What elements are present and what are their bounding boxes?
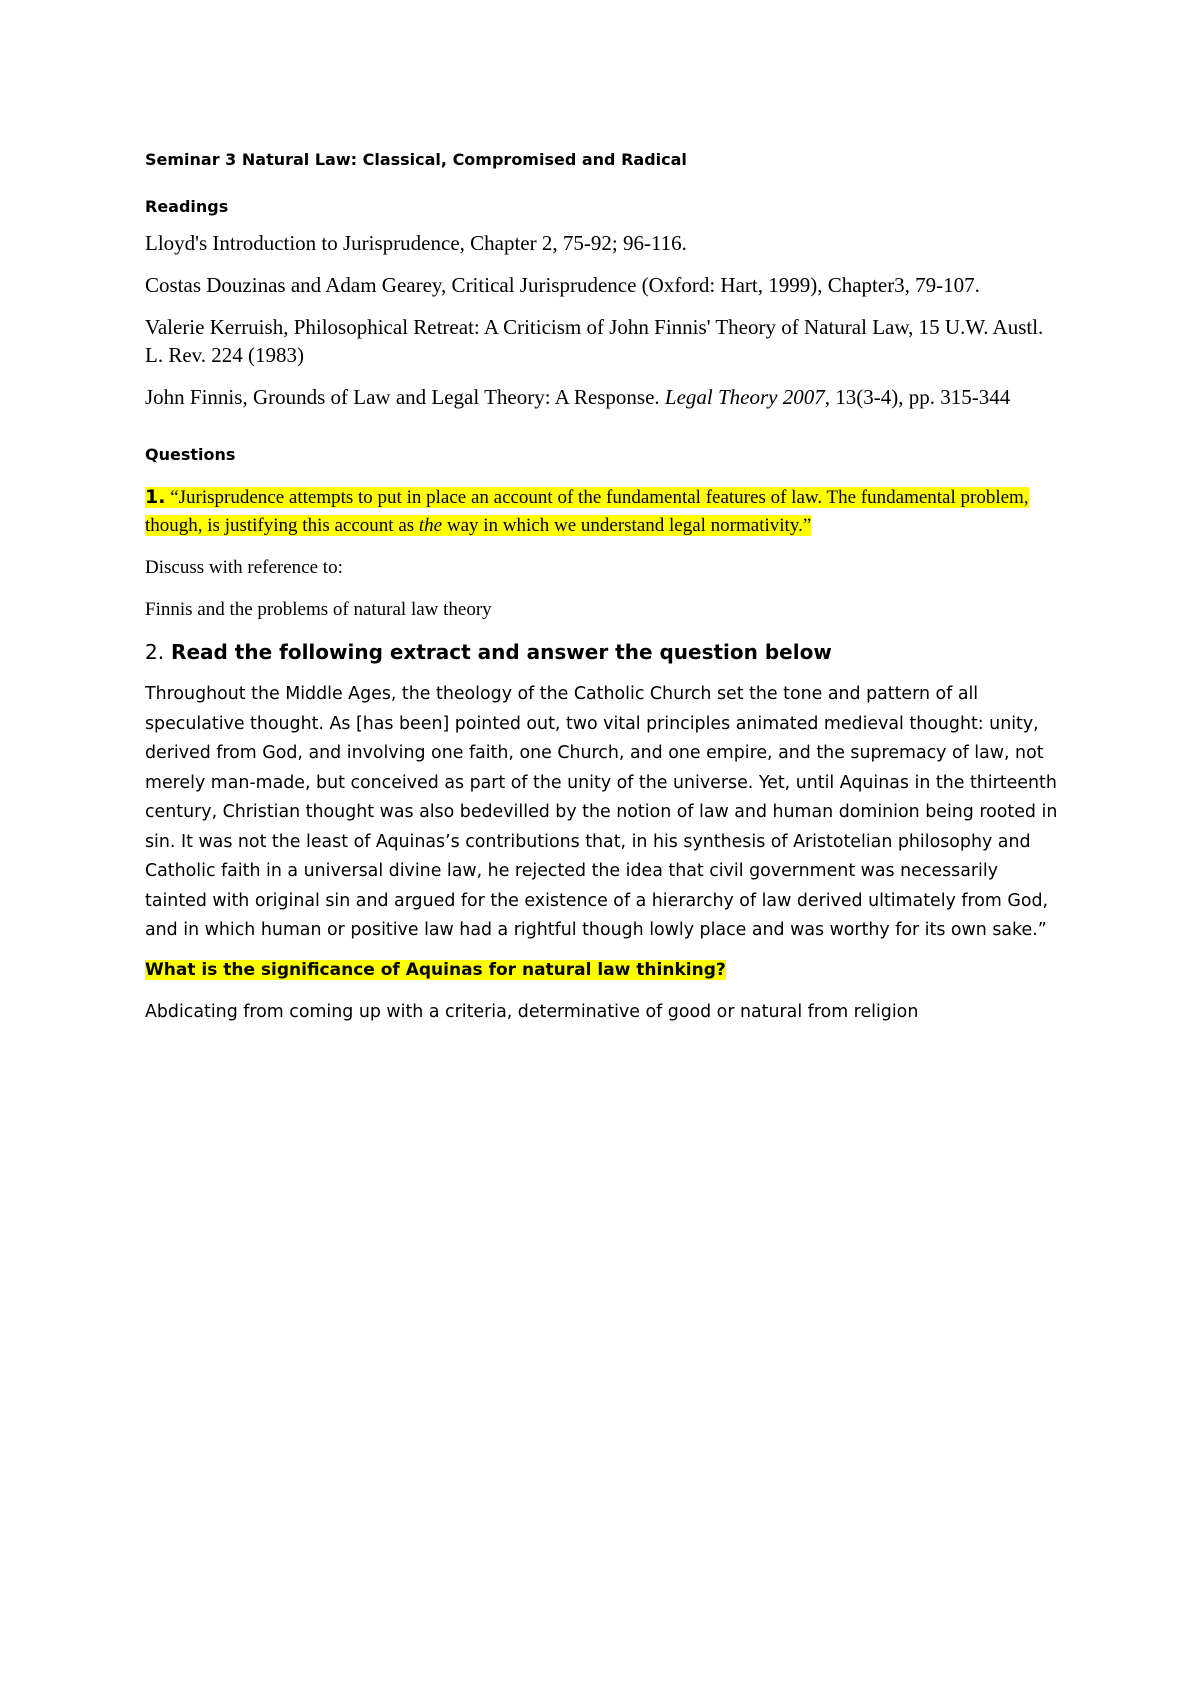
question-1-instruction: Discuss with reference to:	[145, 557, 343, 578]
question-number: 1.	[145, 486, 166, 508]
reading-text: John Finnis, Grounds of Law and Legal Theory: A Response.	[145, 385, 665, 409]
question-1-highlight	[145, 487, 1029, 536]
answer-text: Abdicating from coming up with a criteria, determinative of good or natural from religion	[145, 1001, 919, 1022]
question-1-italic: the	[418, 515, 443, 536]
reading-item: Lloyd's Introduction to Jurisprudence, Chapter 2, 75-92; 96-116.	[145, 231, 687, 255]
question-1-text: way in which we understand legal normativity.”	[442, 515, 812, 536]
extract-paragraph: Throughout the Middle Ages, the theology of the Catholic Church set the tone and pattern of all speculative thought. As [has been] pointed out, two vital principles animated medieval thought: unity, derived from God, and involving one faith, one Church, and one empire, and the supremacy of law, not merely man-made, but conceived as part of the unity of the universe. Yet, until Aquinas in the thirteenth century, Christian thought was also bedevilled by the notion of law and human dominion being rooted in sin. It was not the least of Aquinas’s contributions that, in his synthesis of Aristotelian philosophy and Catholic faith in a universal divine law, he rejected the idea that civil government was necessarily tainted with original sin and argued for the existence of a hierarchy of law derived ultimately from God, and in which human or positive law had a rightful though lowly place and was worthy for its own sake.”	[145, 684, 1058, 940]
reading-journal-italic: Legal Theory 2007,	[664, 385, 830, 409]
question-2-highlight: What is the significance of Aquinas for natural law thinking?	[145, 959, 726, 980]
question-number: 2.	[145, 640, 165, 664]
question-1-text: “Jurisprudence attempts to put in place an account of the fundamental features of law. The fundamental problem, though, is justifying this account as	[145, 487, 1029, 536]
reading-item: Costas Douzinas and Adam Gearey, Critical Jurisprudence (Oxford: Hart, 1999), Chapter3, 79-107.	[145, 273, 980, 297]
reading-item: Valerie Kerruish, Philosophical Retreat: A Criticism of John Finnis' Theory of Natural Law, 15 U.W. Austl. L. Rev. 224 (1983)	[145, 315, 1044, 367]
question-2-prompt	[145, 956, 1065, 984]
document-body	[145, 148, 1065, 1026]
questions-heading: Questions	[145, 445, 236, 464]
question-2-heading	[145, 638, 1065, 666]
question-1-topic: Finnis and the problems of natural law theory	[145, 599, 492, 620]
document-title: Seminar 3 Natural Law: Classical, Compromised and Radical	[145, 150, 687, 169]
question-1	[145, 483, 1065, 540]
question-2-heading-text: Read the following extract and answer the question below	[164, 640, 832, 664]
reading-item	[145, 383, 1065, 411]
reading-text: 13(3-4), pp. 315-344	[829, 385, 1011, 409]
readings-heading: Readings	[145, 197, 229, 216]
